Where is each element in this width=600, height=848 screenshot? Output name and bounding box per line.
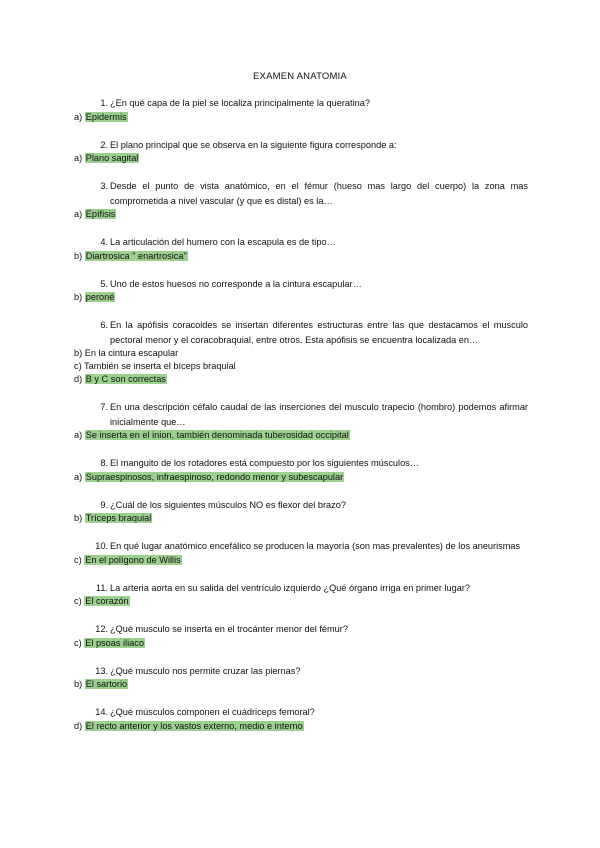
question-number: 2. bbox=[100, 139, 108, 150]
answer-prefix: c) bbox=[74, 637, 82, 648]
question-number: 8. bbox=[100, 458, 108, 468]
question-text-line bbox=[74, 235, 528, 250]
answer-line bbox=[74, 678, 528, 691]
answer-line bbox=[74, 554, 528, 567]
answer-highlighted: Diartrosica " enartrosica" bbox=[85, 250, 187, 261]
question-text: La articulación del humero con la escapula es de tipo… bbox=[110, 237, 336, 247]
answer-prefix: b) bbox=[74, 513, 83, 523]
answer-line bbox=[74, 250, 528, 263]
question-text-line bbox=[74, 705, 528, 720]
answer-line bbox=[74, 471, 528, 484]
question-text: En qué lugar anatómico encefálico se producen la mayoría (son mas prevalentes) de los aneurismas bbox=[110, 541, 521, 551]
question-number: 3. bbox=[100, 181, 108, 191]
answer-line bbox=[74, 720, 528, 733]
answer-prefix: c) bbox=[74, 361, 82, 371]
question-number: 7. bbox=[100, 402, 108, 412]
question-number: 9. bbox=[100, 499, 108, 510]
answer-line bbox=[74, 111, 528, 124]
question-item bbox=[74, 277, 528, 305]
answer-highlighted: Plano sagital bbox=[85, 153, 139, 163]
question-text: Desde el punto de vista anatómico, en el fémur (hueso mas largo del cuerpo) la zona mas comprometida a nivel vascular (y que es distal) es la… bbox=[110, 181, 528, 206]
question-item bbox=[74, 138, 528, 166]
question-number: 14. bbox=[95, 707, 108, 717]
answer-highlighted: El sartorio bbox=[85, 679, 128, 689]
answer-line bbox=[74, 347, 528, 360]
question-text: ¿Cuál de los siguientes músculos NO es flexor del brazo? bbox=[110, 499, 346, 510]
answer-highlighted: El recto anterior y los vastos externo, medio e interno bbox=[85, 720, 303, 731]
answer-line bbox=[74, 373, 528, 386]
answer-prefix: a) bbox=[74, 209, 83, 219]
answer-highlighted: El psoas iliaco bbox=[85, 637, 144, 648]
question-text-line bbox=[74, 581, 528, 596]
answer-prefix: b) bbox=[74, 679, 83, 689]
answer-prefix: a) bbox=[74, 153, 83, 163]
answer-prefix: c) bbox=[74, 554, 82, 565]
answer-text: En la cintura escapular bbox=[84, 348, 179, 358]
question-text: ¿En qué capa de la piel se localiza principalmente la queratina? bbox=[110, 98, 370, 108]
question-text: El manguito de los rotadores está compuesto por los siguientes músculos… bbox=[110, 458, 419, 468]
answer-highlighted: Epidermis bbox=[85, 111, 127, 122]
question-item bbox=[74, 539, 528, 567]
question-list bbox=[74, 96, 528, 747]
answer-line bbox=[74, 291, 528, 304]
question-text-line bbox=[74, 622, 528, 637]
question-text: En una descripción céfalo caudal de las inserciones del musculo trapecio (hombro) podemos afirmar inicialmente que… bbox=[110, 402, 528, 427]
answer-prefix: d) bbox=[74, 374, 83, 384]
question-text-line bbox=[74, 539, 528, 554]
question-text: ¿Qué músculos componen el cuádriceps femoral? bbox=[110, 707, 315, 717]
answer-prefix: c) bbox=[74, 596, 82, 606]
answer-prefix: a) bbox=[74, 111, 83, 122]
answer-highlighted: El corazón bbox=[85, 596, 129, 606]
question-item bbox=[74, 96, 528, 124]
question-number: 1. bbox=[100, 98, 108, 108]
answer-highlighted: B y C son correctas bbox=[85, 374, 166, 384]
answer-prefix: a) bbox=[74, 471, 83, 482]
question-text-line bbox=[74, 498, 528, 513]
answer-line bbox=[74, 360, 528, 373]
question-text-line bbox=[74, 400, 528, 429]
question-text-line bbox=[74, 179, 528, 208]
question-text: ¿Qué musculo se inserta en el trocánter menor del fémur? bbox=[110, 624, 348, 634]
answer-highlighted: peroné bbox=[85, 292, 115, 302]
answer-line bbox=[74, 152, 528, 165]
answer-prefix: b) bbox=[74, 250, 83, 261]
question-number: 11. bbox=[95, 582, 108, 593]
answer-line bbox=[74, 595, 528, 608]
question-text: ¿Qué musculo nos permite cruzar las piernas? bbox=[110, 665, 301, 676]
answer-prefix: b) bbox=[74, 348, 83, 358]
question-text-line bbox=[74, 277, 528, 292]
question-item bbox=[74, 664, 528, 692]
answer-line bbox=[74, 429, 528, 442]
question-item bbox=[74, 456, 528, 484]
answer-highlighted: En el polígono de Willis bbox=[85, 554, 181, 565]
question-text-line bbox=[74, 138, 528, 153]
question-item bbox=[74, 318, 528, 386]
question-item bbox=[74, 498, 528, 526]
answer-prefix: b) bbox=[74, 292, 83, 302]
question-number: 12. bbox=[95, 624, 108, 634]
question-text-line bbox=[74, 456, 528, 471]
question-number: 6. bbox=[100, 320, 108, 330]
question-item bbox=[74, 179, 528, 221]
question-item bbox=[74, 622, 528, 650]
answer-prefix: a) bbox=[74, 430, 83, 440]
answer-line bbox=[74, 637, 528, 650]
question-text-line bbox=[74, 318, 528, 347]
question-number: 13. bbox=[95, 665, 108, 676]
question-number: 4. bbox=[100, 237, 108, 247]
question-item bbox=[74, 705, 528, 733]
answer-line bbox=[74, 208, 528, 221]
answer-highlighted: Tríceps braquial bbox=[85, 513, 152, 523]
question-text-line bbox=[74, 96, 528, 111]
answer-highlighted: Se inserta en el inion, también denominada tuberosidad occipital bbox=[85, 430, 349, 440]
question-number: 5. bbox=[100, 278, 108, 289]
answer-line bbox=[74, 512, 528, 525]
question-text: Uno de estos huesos no corresponde a la cintura escapular… bbox=[110, 278, 362, 289]
question-text: En la apófisis coracoides se insertan diferentes estructuras entre las que destacamos el musculo pectoral menor y el coracobraquial, entre otros. Esta apófisis se encuentra localizada en… bbox=[110, 320, 528, 345]
question-text: El plano principal que se observa en la siguiente figura corresponde a: bbox=[110, 139, 397, 150]
question-item bbox=[74, 581, 528, 609]
question-text-line bbox=[74, 664, 528, 679]
question-number: 10. bbox=[95, 541, 108, 551]
answer-highlighted: Epífisis bbox=[85, 209, 116, 219]
answer-highlighted: Supraespinosos, infraespinoso, redondo menor y subescapular bbox=[85, 471, 344, 482]
answer-prefix: d) bbox=[74, 720, 83, 731]
question-text: La arteria aorta en su salida del ventrículo izquierdo ¿Qué órgano irriga en primer lugar? bbox=[110, 582, 471, 593]
question-item bbox=[74, 235, 528, 263]
answer-text: También se inserta el bíceps braquial bbox=[84, 361, 236, 371]
question-item bbox=[74, 400, 528, 442]
document-title: EXAMEN ANATOMIA bbox=[253, 71, 347, 82]
